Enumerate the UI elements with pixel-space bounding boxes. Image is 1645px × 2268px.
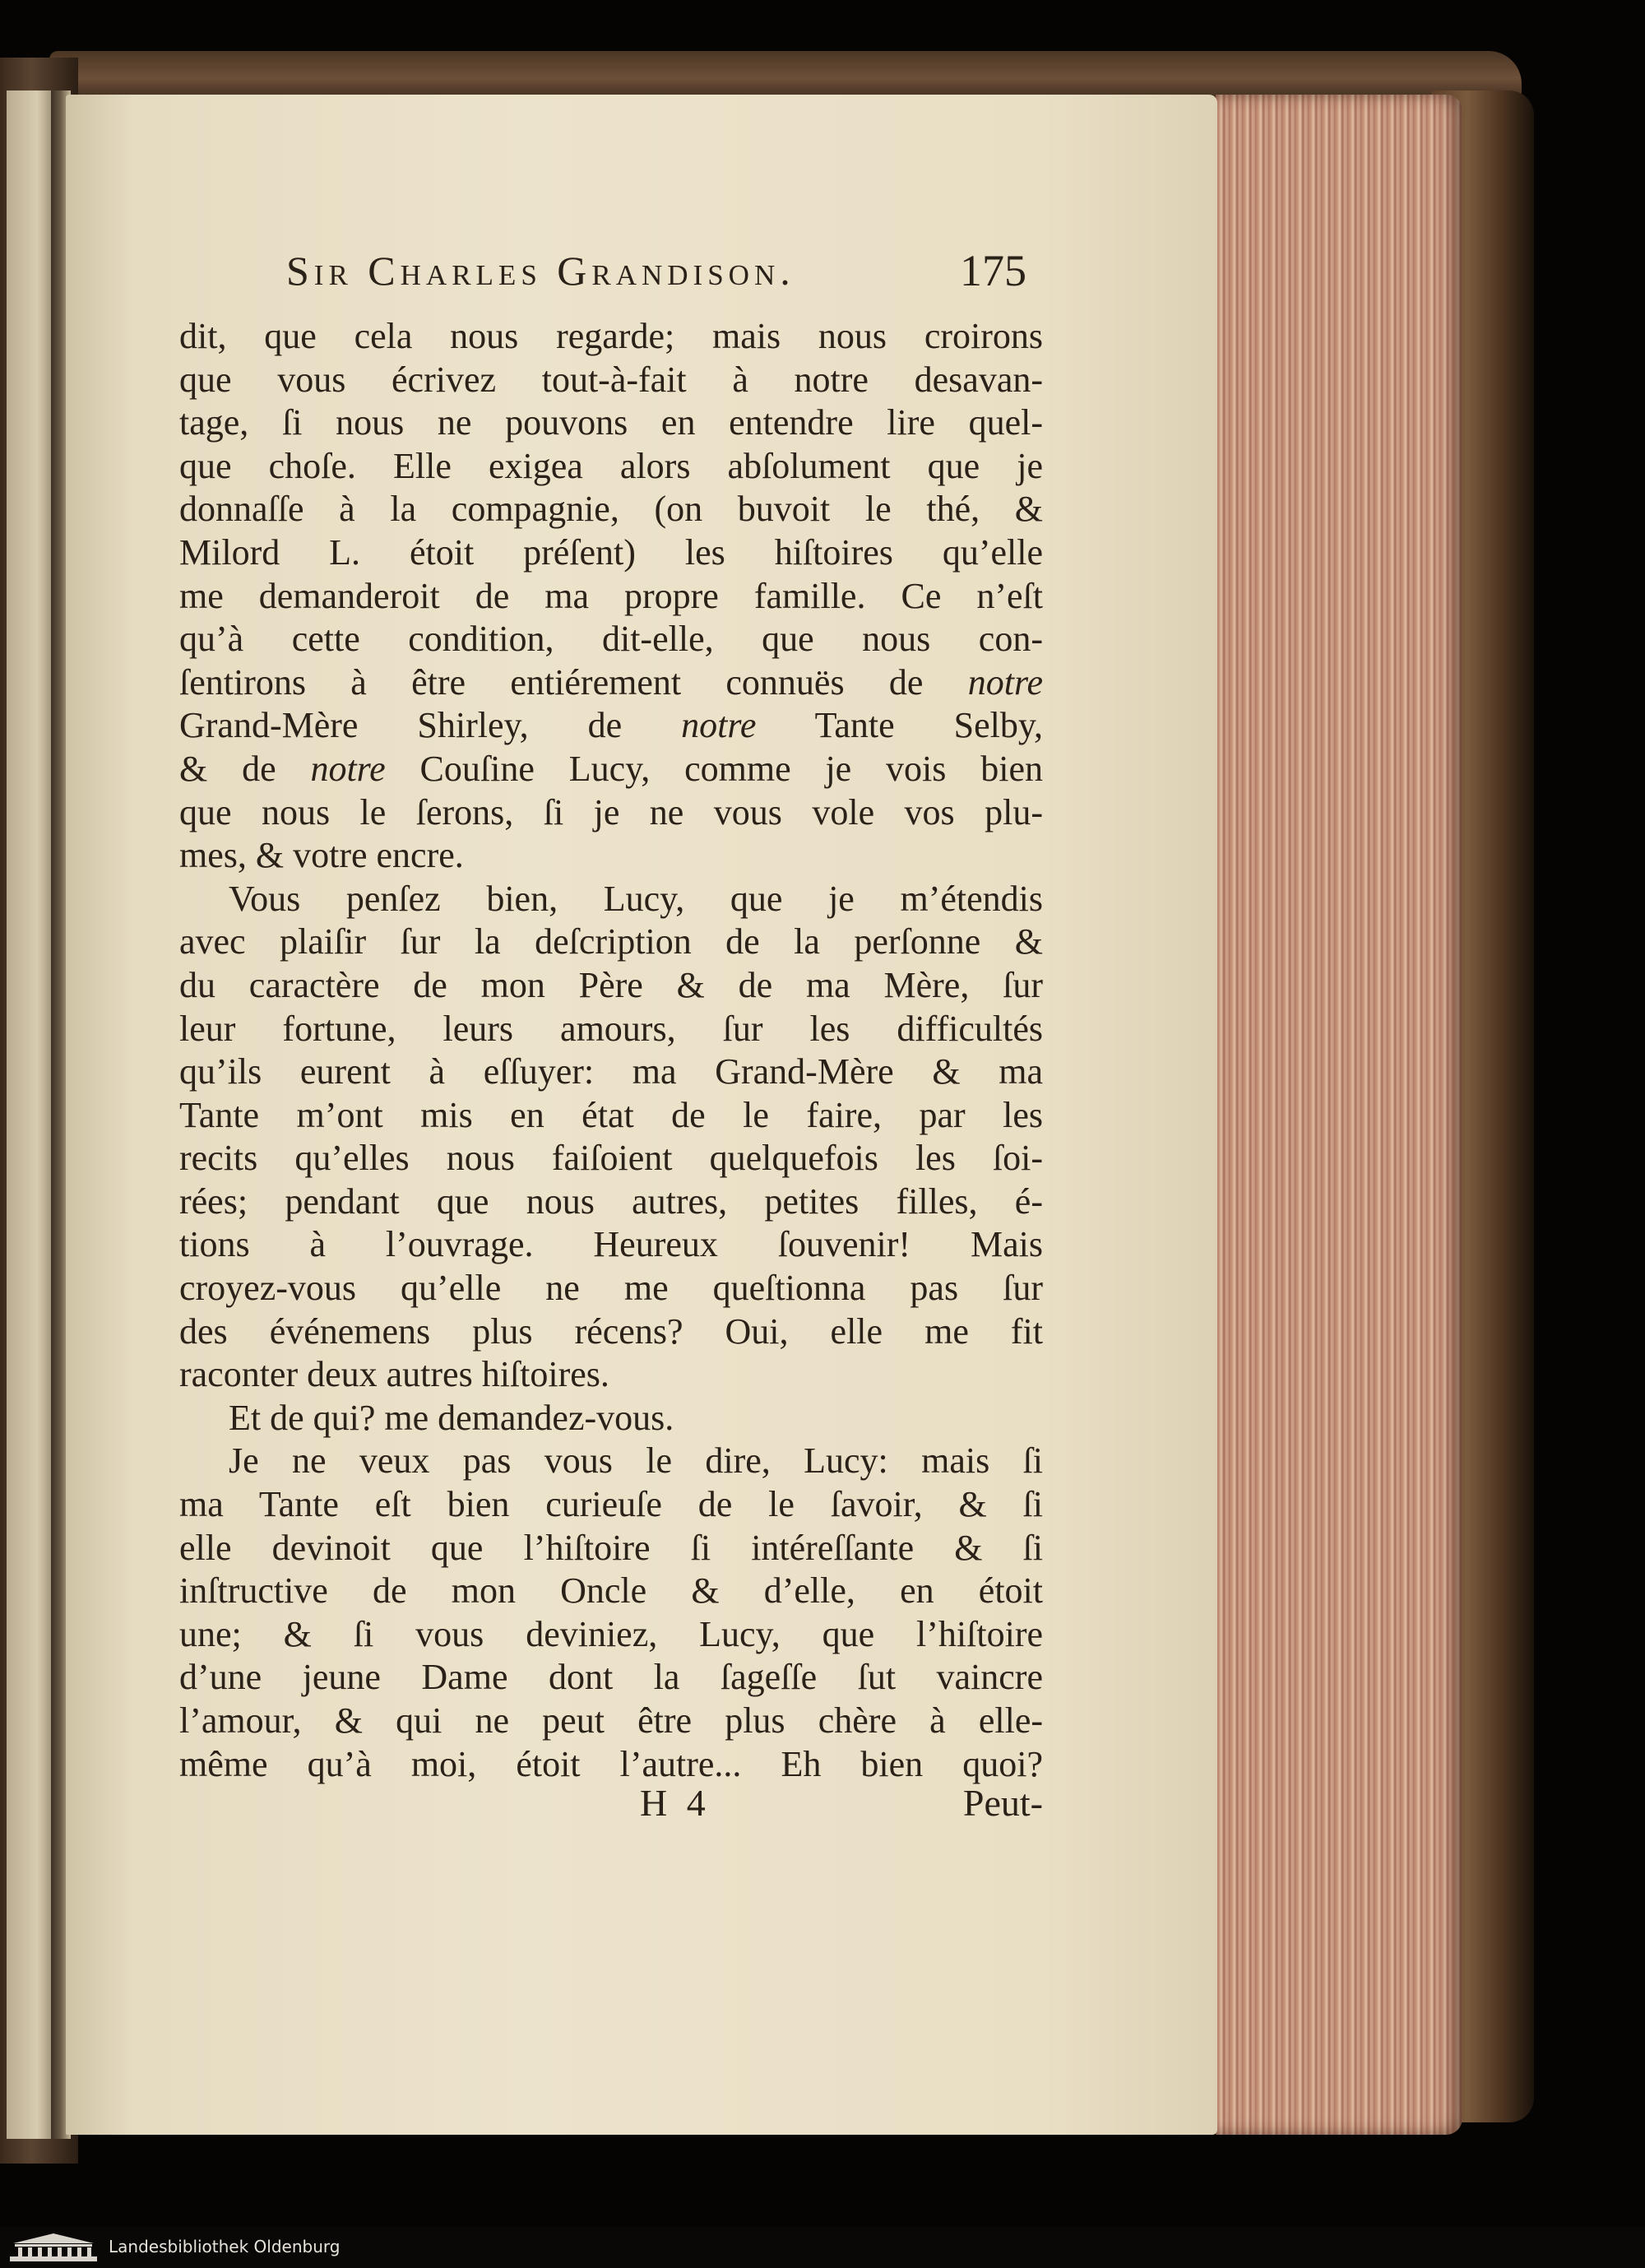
page-footer — [179, 1781, 1043, 1830]
text-line: tions à l’ouvrage. Heureux ſouvenir! Mais — [179, 1224, 1043, 1265]
book-cover-top — [49, 51, 1522, 100]
text-segment: Couſine Lucy, comme je vois bien — [385, 748, 1043, 789]
text-line: raconter deux autres hiſtoires. — [179, 1354, 609, 1395]
text-line: Et de qui? me demandez-vous. — [229, 1397, 674, 1438]
text-line: leur fortune, leurs amours, ſur les difficultés — [179, 1008, 1043, 1049]
text-line: du caractère de mon Père & de ma Mère, ſur — [179, 964, 1043, 1005]
facing-page-edge — [7, 90, 58, 2139]
body-text — [179, 315, 1043, 1786]
text-line: que vous écrivez tout-à-fait à notre desavan- — [179, 359, 1043, 400]
text-line: une; & ſi vous deviniez, Lucy, que l’hiſtoire — [179, 1613, 1043, 1654]
text-line: ma Tante eſt bien curieuſe de le ſavoir, & ſi — [179, 1484, 1043, 1525]
text-segment: & de — [179, 748, 311, 789]
text-line: qu’ils eurent à eſſuyer: ma Grand-Mère & ma — [179, 1051, 1043, 1092]
italic-word: notre — [967, 661, 1043, 703]
text-line: que nous le ſerons, ſi je ne vous vole vos plu- — [179, 791, 1043, 833]
running-title: Sir Charles Grandison. — [286, 248, 795, 294]
text-line: qu’à cette condition, dit-elle, que nous con- — [179, 619, 1043, 660]
text-line: inſtructive de mon Oncle & d’elle, en étoit — [179, 1570, 1043, 1612]
text-line: tage, ſi nous ne pouvons en entendre lire quel- — [179, 402, 1043, 443]
text-line: me demanderoit de ma propre famille. Ce n’eſt — [179, 575, 1043, 616]
text-line: donnaſſe à la compagnie, (on buvoit le thé, & — [179, 489, 1043, 530]
text-line: Tante m’ont mis en état de le faire, par les — [179, 1094, 1043, 1135]
library-building-icon — [8, 2232, 99, 2263]
page-header — [286, 247, 1043, 304]
text-line: que choſe. Elle exigea alors abſolument que je — [179, 445, 1043, 486]
italic-word: notre — [310, 748, 386, 789]
text-line — [179, 748, 1043, 791]
page-block-edges — [1216, 95, 1462, 2135]
catchword: Peut- — [962, 1782, 1043, 1824]
text-line: rées; pendant que nous autres, petites filles, é- — [179, 1180, 1043, 1222]
page-number: 175 — [960, 246, 1026, 295]
text-line: même qu’à moi, étoit l’autre... Eh bien quoi? — [179, 1743, 1043, 1784]
text-line: avec plaiſir ſur la deſcription de la perſonne & — [179, 921, 1043, 962]
signature-mark: H 4 — [640, 1782, 711, 1824]
library-name: Landesbibliothek Oldenburg — [109, 2237, 341, 2256]
text-line: d’une jeune Dame dont la ſageſſe ſut vaincre — [179, 1657, 1043, 1698]
text-line — [179, 704, 1043, 748]
text-line: elle devinoit que l’hiſtoire ſi intéreſſante & ſi — [179, 1527, 1043, 1568]
text-segment: Grand-Mère Shirley, de — [179, 705, 682, 746]
text-line: recits qu’elles nous faiſoient quelquefois les ſoi- — [179, 1138, 1043, 1179]
text-segment: Tante Selby, — [756, 705, 1043, 746]
italic-word: notre — [681, 705, 757, 746]
text-line: dit, que cela nous regarde; mais nous croirons — [179, 316, 1043, 356]
text-line: des événemens plus récens? Oui, elle me fit — [179, 1310, 1043, 1352]
text-line: croyez-vous qu’elle ne me queſtionna pas ſur — [179, 1268, 1043, 1309]
text-line: l’amour, & qui ne peut être plus chère à elle- — [179, 1700, 1043, 1741]
text-line: mes, & votre encre. — [179, 835, 464, 876]
library-footer-bar — [0, 2227, 1645, 2268]
text-line — [179, 661, 1043, 705]
text-line: Je ne veux pas vous le dire, Lucy: mais ſi — [229, 1440, 1043, 1482]
text-segment: ſentirons à être entiérement connuës de — [179, 661, 968, 703]
text-line: Vous penſez bien, Lucy, que je m’étendis — [229, 878, 1043, 919]
text-line: Milord L. étoit préſent) les hiſtoires qu’elle — [179, 531, 1043, 573]
